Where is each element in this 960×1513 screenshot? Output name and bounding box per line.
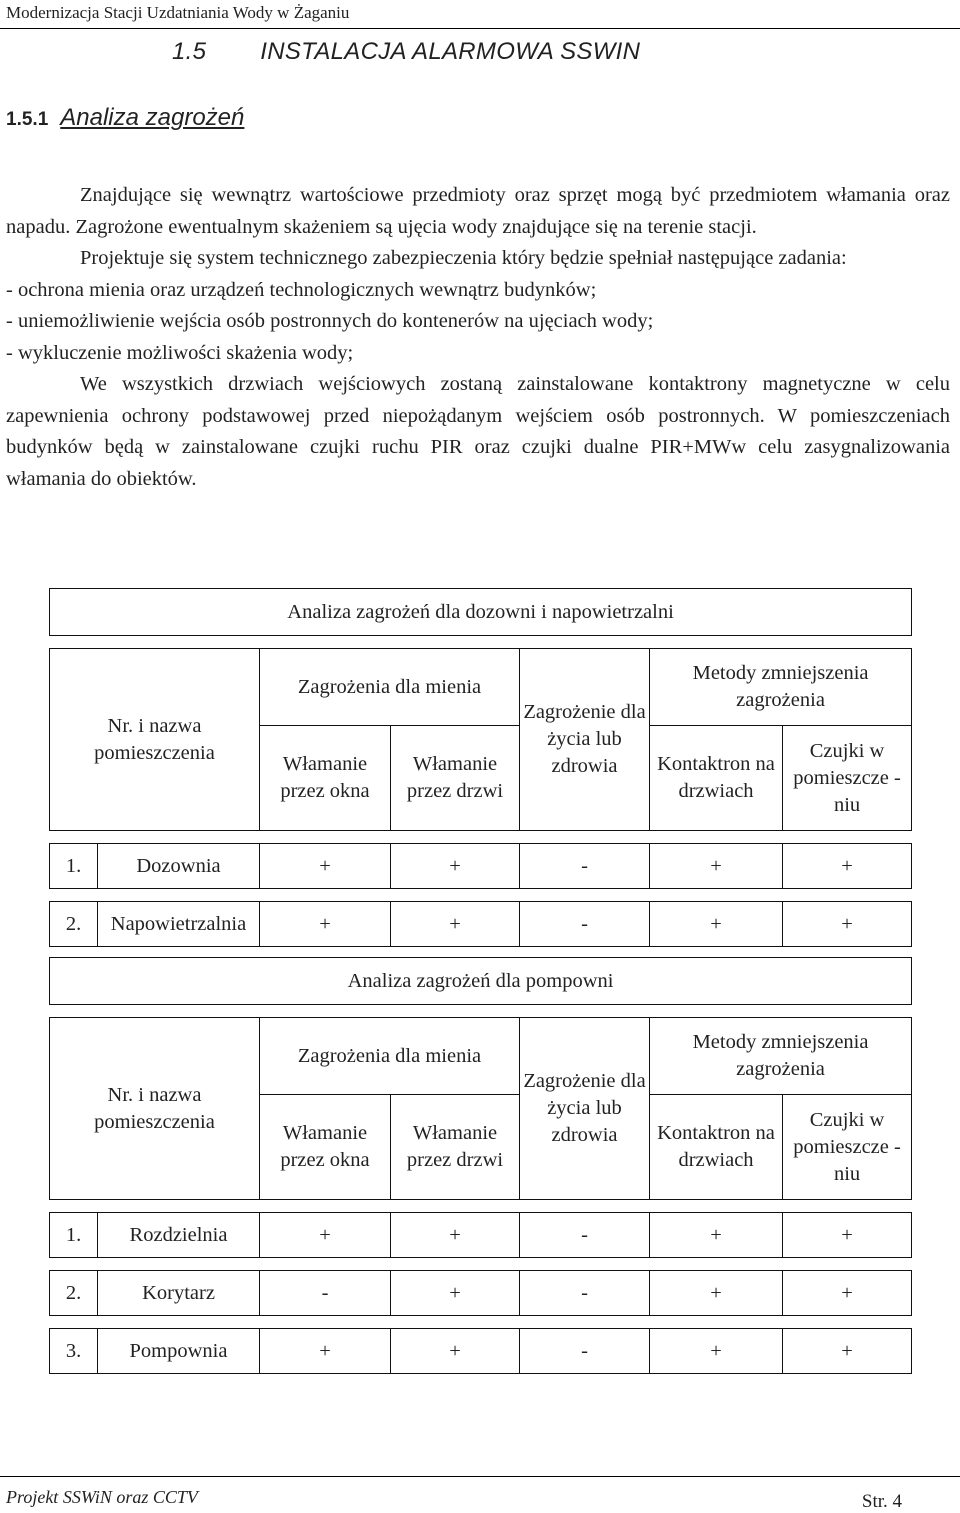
running-title: Modernizacja Stacji Uzdatniania Wody w Żaganiu <box>6 3 350 22</box>
cell-doors: + <box>391 902 520 947</box>
cell-life: - <box>520 1213 650 1258</box>
page-header <box>0 0 960 29</box>
header-contact: Kontaktron na drzwiach <box>650 726 783 831</box>
header-sensor: Czujki w pomieszcze -niu <box>783 1095 912 1200</box>
paragraph-tasks: Projektuje się system technicznego zabezpieczenia który będzie spełniał następujące zadania: <box>80 247 847 269</box>
risk-table-pompownia <box>49 957 912 1374</box>
header-sensor: Czujki w pomieszcze -niu <box>783 726 912 831</box>
header-methods: Metody zmniejszenia zagrożenia <box>650 1018 912 1095</box>
page-footer <box>0 1476 960 1511</box>
cell-windows: - <box>260 1271 391 1316</box>
row-number: 1. <box>50 844 98 889</box>
table-gap <box>50 636 912 649</box>
row-number: 2. <box>50 1271 98 1316</box>
row-name: Pompownia <box>98 1329 260 1374</box>
cell-sensor: + <box>783 844 912 889</box>
table-gap <box>50 1200 912 1213</box>
table-caption: Analiza zagrożeń dla pompowni <box>50 958 912 1005</box>
subsection-name: Analiza zagrożeń <box>60 104 245 131</box>
row-number: 3. <box>50 1329 98 1374</box>
table-row <box>50 844 912 889</box>
paragraph-intro: Znajdujące się wewnątrz wartościowe przedmioty oraz sprzęt mogą być przedmiotem włamania oraz napadu. Zagrożone ewentualnym skażeniem są ujęcia wody znajdujące się na terenie stacji. <box>6 184 950 238</box>
paragraph-details: We wszystkich drzwiach wejściowych zostaną zainstalowane kontaktrony magnetyczne w celu zapewnienia ochrony podstawowej przed niepożądanym wejściem osób postronnych. W pomieszczeniach budynków będą w zainstalowane czujki ruchu PIR oraz czujki dualne PIR+MWw celu zasygnalizowania włamania do obiektów. <box>6 373 950 490</box>
page-number: Str. 4 <box>861 1491 902 1512</box>
cell-doors: + <box>391 844 520 889</box>
table-gap <box>50 1316 912 1329</box>
table-gap <box>50 1005 912 1018</box>
row-name: Rozdzielnia <box>98 1213 260 1258</box>
row-number: 2. <box>50 902 98 947</box>
header-doors: Włamanie przez drzwi <box>391 726 520 831</box>
cell-life: - <box>520 844 650 889</box>
section-name: INSTALACJA ALARMOWA SSWIN <box>260 38 641 65</box>
table-row <box>50 1329 912 1374</box>
header-life: Zagrożenie dla życia lub zdrowia <box>520 649 650 831</box>
header-life: Zagrożenie dla życia lub zdrowia <box>520 1018 650 1200</box>
header-property: Zagrożenia dla mienia <box>260 649 520 726</box>
footer-project: Projekt SSWiN oraz CCTV <box>6 1487 198 1507</box>
list-item: - uniemożliwienie wejścia osób postronnych do kontenerów na ujęciach wody; <box>6 310 654 332</box>
table-caption: Analiza zagrożeń dla dozowni i napowietrzalni <box>50 589 912 636</box>
cell-doors: + <box>391 1271 520 1316</box>
cell-sensor: + <box>783 1329 912 1374</box>
row-name: Dozownia <box>98 844 260 889</box>
header-property: Zagrożenia dla mienia <box>260 1018 520 1095</box>
cell-sensor: + <box>783 1271 912 1316</box>
header-contact: Kontaktron na drzwiach <box>650 1095 783 1200</box>
table-gap <box>50 1258 912 1271</box>
cell-contact: + <box>650 1271 783 1316</box>
cell-doors: + <box>391 1329 520 1374</box>
cell-windows: + <box>260 1213 391 1258</box>
cell-sensor: + <box>783 1213 912 1258</box>
cell-life: - <box>520 1271 650 1316</box>
header-methods: Metody zmniejszenia zagrożenia <box>650 649 912 726</box>
cell-windows: + <box>260 902 391 947</box>
cell-contact: + <box>650 1213 783 1258</box>
subsection-number: 1.5.1 <box>6 109 49 130</box>
row-name: Korytarz <box>98 1271 260 1316</box>
table-gap <box>50 889 912 902</box>
table-row <box>50 1213 912 1258</box>
cell-contact: + <box>650 1329 783 1374</box>
cell-contact: + <box>650 844 783 889</box>
body-text <box>6 180 950 495</box>
risk-table-dozownia <box>49 588 912 947</box>
list-item: - ochrona mienia oraz urządzeń technologicznych wewnątrz budynków; <box>6 278 597 301</box>
cell-contact: + <box>650 902 783 947</box>
table-row <box>50 902 912 947</box>
subsection-title <box>6 104 244 132</box>
table-row <box>50 1271 912 1316</box>
cell-life: - <box>520 1329 650 1374</box>
cell-windows: + <box>260 1329 391 1374</box>
cell-life: - <box>520 902 650 947</box>
header-room: Nr. i nazwa pomieszczenia <box>50 1018 260 1200</box>
header-doors: Włamanie przez drzwi <box>391 1095 520 1200</box>
table-gap <box>50 831 912 844</box>
cell-windows: + <box>260 844 391 889</box>
row-name: Napowietrzalnia <box>98 902 260 947</box>
row-number: 1. <box>50 1213 98 1258</box>
section-title <box>172 38 640 66</box>
header-room: Nr. i nazwa pomieszczenia <box>50 649 260 831</box>
list-item: - wykluczenie możliwości skażenia wody; <box>6 341 354 364</box>
header-windows: Włamanie przez okna <box>260 726 391 831</box>
header-windows: Włamanie przez okna <box>260 1095 391 1200</box>
cell-doors: + <box>391 1213 520 1258</box>
section-number: 1.5 <box>172 38 207 65</box>
cell-sensor: + <box>783 902 912 947</box>
